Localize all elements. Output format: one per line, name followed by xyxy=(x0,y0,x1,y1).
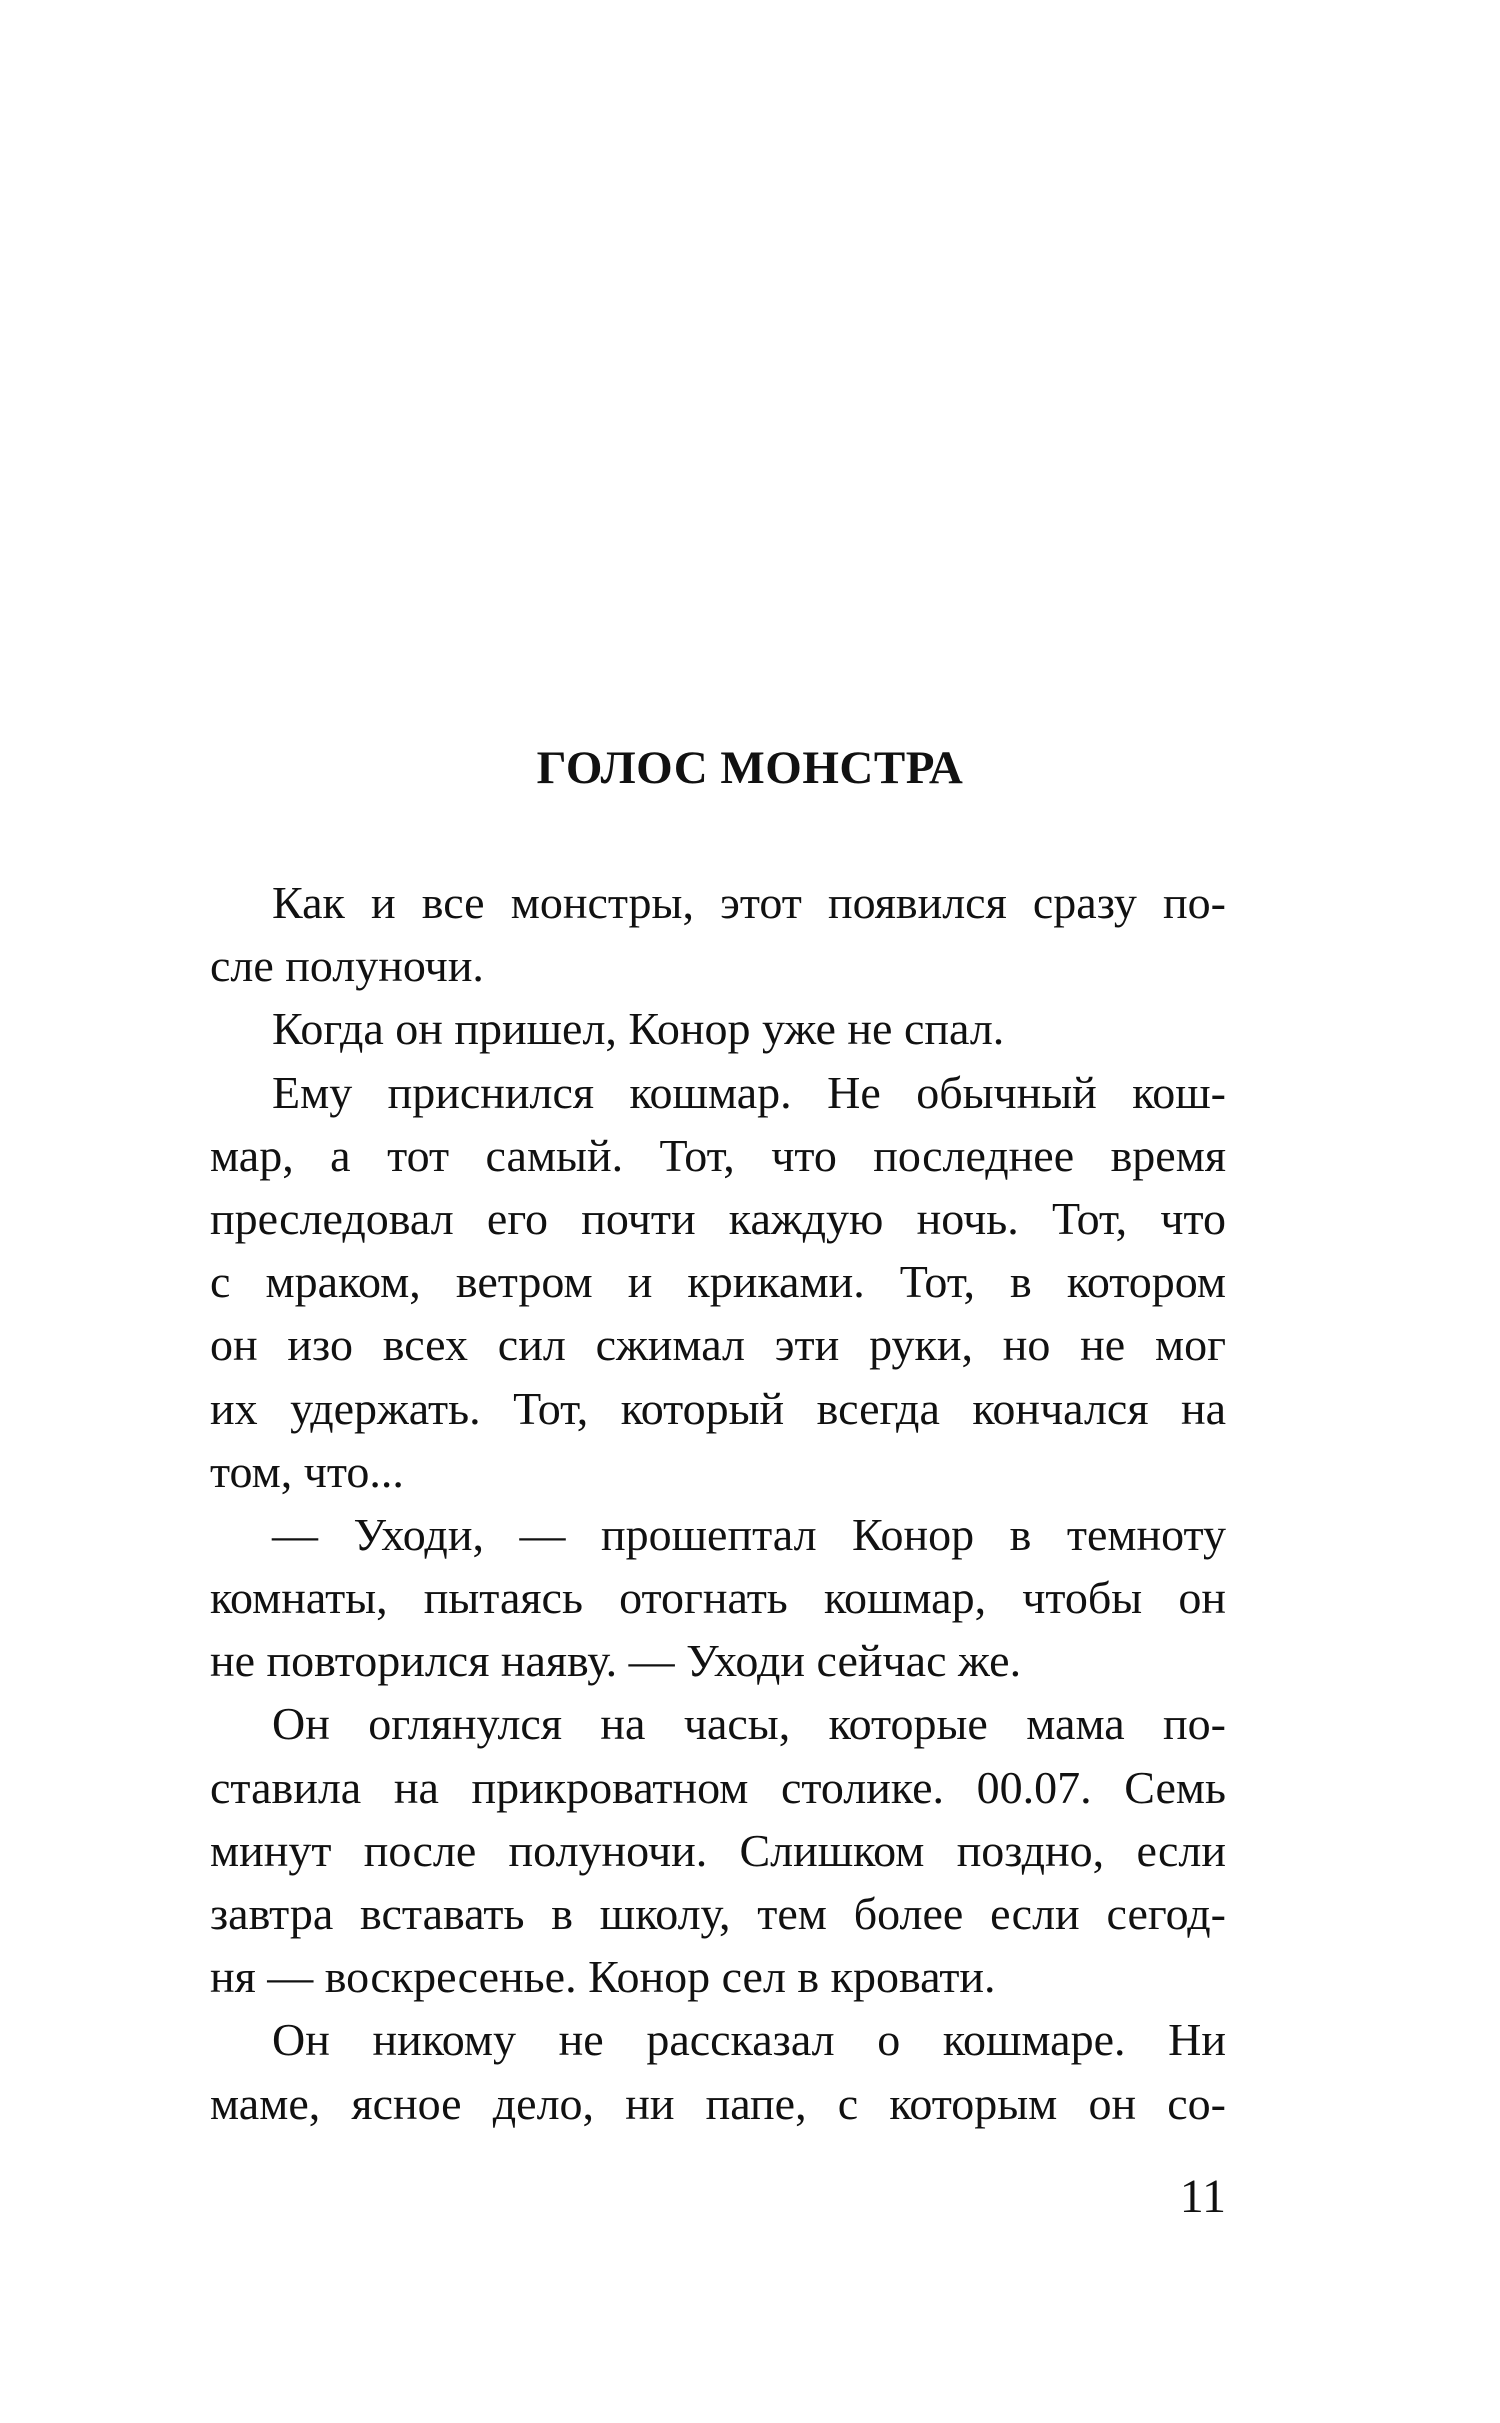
page-number: 11 xyxy=(1179,2170,1226,2223)
body-text xyxy=(210,871,1226,2135)
text-line: маме, ясное дело, ни папе, с которым он со- xyxy=(210,2077,1226,2129)
text-line: — Уходи, — прошептал Конор в темноту xyxy=(272,1508,1226,1560)
text-line: Он оглянулся на часы, которые мама по- xyxy=(272,1698,1226,1750)
text-line: Когда он пришел, Конор уже не спал. xyxy=(272,1003,1005,1055)
text-line: Как и все монстры, этот появился сразу по- xyxy=(272,877,1226,928)
text-line: преследовал его почти каждую ночь. Тот, что xyxy=(210,1192,1226,1244)
text-line: мар, а тот самый. Тот, что последнее время xyxy=(210,1129,1226,1181)
text-line: с мраком, ветром и криками. Тот, в котором xyxy=(210,1256,1226,1308)
text-line: он изо всех сил сжимал эти руки, но не мог xyxy=(210,1319,1226,1371)
chapter-title: ГОЛОС МОНСТРА xyxy=(536,742,964,794)
text-line: ставила на прикроватном столике. 00.07. Семь xyxy=(210,1761,1226,1813)
text-line: минут после полуночи. Слишком поздно, если xyxy=(210,1824,1226,1876)
text-line: Ему приснился кошмар. Не обычный кош- xyxy=(272,1066,1226,1118)
text-line: сле полуночи. xyxy=(210,940,484,992)
text-line: ня — воскресенье. Конор сел в кровати. xyxy=(210,1951,996,2003)
text-line: завтра вставать в школу, тем более если сегод- xyxy=(210,1888,1226,1939)
text-line: не повторился наяву. — Уходи сейчас же. xyxy=(210,1635,1022,1687)
text-line: том, что... xyxy=(210,1445,404,1497)
text-line: комнаты, пытаясь отогнать кошмар, чтобы он xyxy=(210,1572,1226,1624)
text-line: их удержать. Тот, который всегда кончался на xyxy=(210,1382,1226,1434)
text-line: Он никому не рассказал о кошмаре. Ни xyxy=(272,2014,1226,2066)
